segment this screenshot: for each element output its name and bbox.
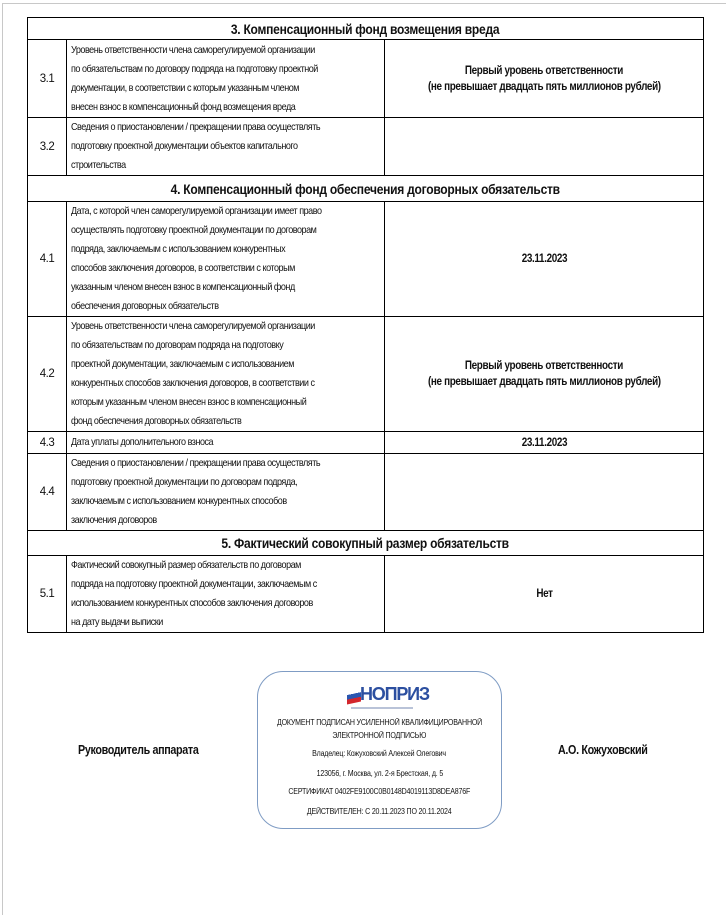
row-value: Нет: [385, 556, 704, 633]
extract-table: [27, 17, 704, 633]
section-header-4: [28, 176, 704, 202]
row-number: 5.1: [28, 556, 67, 633]
row-description: Дата, с которой член саморегулируемой организации имеет право осуществлять подготовку проектной документации по договорам подряда, заключаемым с использованием конкурентных способов заключения договоров, в соответствии с которым указанным членом внесен взнос в компенсационный фонд обеспечения договорных обязательств: [67, 202, 385, 317]
row-description: Дата уплаты дополнительного взноса: [67, 432, 385, 454]
section-header-3: [28, 18, 704, 40]
table-row-5-1: [28, 556, 704, 633]
row-value: Первый уровень ответственности (не превышает двадцать пять миллионов рублей): [385, 317, 704, 432]
section-title: 5. Фактический совокупный размер обязательств: [221, 535, 510, 551]
stamp-validity: ДЕЙСТВИТЕЛЕН: С 20.11.2023 ПО 20.11.2024: [307, 807, 452, 816]
stamp-owner: Владелец: Кожуховский Алексей Олегович: [312, 749, 447, 758]
table-row-3-1: [28, 40, 704, 118]
row-number: 4.4: [28, 454, 67, 531]
table-row-4-2: [28, 317, 704, 432]
table-row-4-3: [28, 432, 704, 454]
table-row-4-4: [28, 454, 704, 531]
section-title: 3. Компенсационный фонд возмещения вреда: [231, 20, 500, 37]
row-description: Уровень ответственности члена саморегулируемой организации по обязательствам по договорам подряда на подготовку проектной документации, заключаемым с использованием конкурентных способов заключения договоров, в соответствии с которым указанным членом внесен взнос в компенсационный фонд обеспечения договорных обязательств: [67, 317, 385, 432]
row-number: 4.3: [28, 432, 67, 454]
stamp-line-2: ЭЛЕКТРОННОЙ ПОДПИСЬЮ: [332, 731, 427, 740]
nopriz-logo: [347, 684, 429, 708]
stamp-line-1: ДОКУМЕНТ ПОДПИСАН УСИЛЕННОЙ КВАЛИФИЦИРОВАННОЙ: [276, 718, 483, 727]
stamp-address: 123056, г. Москва, ул. 2-я Брестская, д. 5: [316, 769, 443, 778]
stamp-certificate: СЕРТИФИКАТ 0402FE9100C0B0148D4019113D8DEA876F: [288, 787, 471, 796]
row-description: Сведения о приостановлении / прекращении права осуществлять подготовку проектной документации объектов капитального строительства: [67, 118, 385, 176]
row-value: Первый уровень ответственности (не превышает двадцать пять миллионов рублей): [385, 40, 704, 118]
section-title: 4. Компенсационный фонд обеспечения договорных обязательств: [170, 180, 561, 197]
row-value: 23.11.2023: [385, 432, 704, 454]
logo-underline: [351, 707, 413, 709]
row-number: 4.1: [28, 202, 67, 317]
table-row-4-1: [28, 202, 704, 317]
row-number: 3.1: [28, 40, 67, 118]
signatory-position: Руководитель аппарата: [78, 743, 199, 757]
logo-text: НОПРИЗ: [360, 684, 429, 704]
row-number: 3.2: [28, 118, 67, 176]
row-description: Сведения о приостановлении / прекращении права осуществлять подготовку проектной документации по договорам подряда, заключаемым с использованием конкурентных способов заключения договоров: [67, 454, 385, 531]
section-header-5: [28, 531, 704, 556]
row-value-empty: [385, 118, 704, 176]
table-row-3-2: [28, 118, 704, 176]
electronic-signature-stamp: [257, 671, 502, 829]
row-value: 23.11.2023: [385, 202, 704, 317]
row-description: Уровень ответственности члена саморегулируемой организации по обязательствам по договору подряда на подготовку проектной документации, в соответствии с которым указанным членом внесен взнос в компенсационный фонд возмещения вреда: [67, 40, 385, 118]
row-number: 4.2: [28, 317, 67, 432]
row-description: Фактический совокупный размер обязательств по договорам подряда на подготовку проектной документации, заключаемым с использованием конкурентных способов заключения договоров на дату выдачи выписки: [67, 556, 385, 633]
row-value-empty: [385, 454, 704, 531]
signatory-name: А.О. Кожуховский: [558, 743, 648, 757]
russian-flag-icon: [347, 688, 361, 705]
